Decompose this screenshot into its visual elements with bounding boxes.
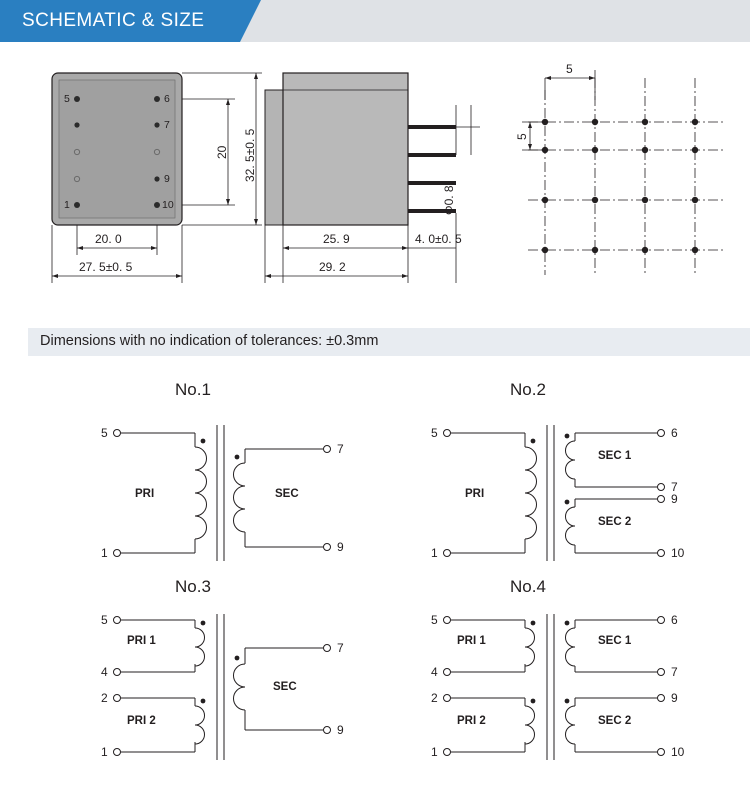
dim-footprint-v-pitch: 5 (515, 133, 529, 140)
schematic-no4-pri1-label: PRI 1 (457, 635, 486, 647)
schematic-no4-pin-4: 4 (431, 665, 438, 679)
schematic-no3-pin-9: 9 (337, 723, 344, 737)
front-view-drawing (30, 55, 290, 300)
footprint-drawing (510, 60, 740, 285)
front-pin-label-1: 1 (64, 199, 70, 211)
dim-footprint-h-pitch: 5 (566, 62, 573, 76)
schematic-no2-pri-label: PRI (465, 488, 485, 500)
header-banner (0, 0, 750, 42)
schematic-no3-pin-7: 7 (337, 641, 344, 655)
schematic-no2-sec2-label: SEC 2 (598, 516, 632, 528)
dim-inner-width: 20. 0 (95, 232, 122, 246)
schematic-no2-title: No.2 (510, 380, 546, 399)
schematic-no2-sec1-label: SEC 1 (598, 450, 632, 462)
dim-pin-length: 4. 0±0. 5 (415, 232, 462, 246)
page-title: SCHEMATIC & SIZE (22, 10, 205, 31)
schematic-no2-pin-5: 5 (431, 426, 438, 440)
schematic-no3-pin-2: 2 (101, 691, 108, 705)
front-pin-label-10: 10 (162, 199, 174, 211)
schematic-no4-pin-10: 10 (671, 745, 685, 759)
dim-outer-height: 32. 5±0. 5 (243, 128, 257, 182)
schematic-no1-pin-5: 5 (101, 426, 108, 440)
schematic-no1 (55, 375, 375, 570)
dim-outer-width: 27. 5±0. 5 (79, 260, 133, 274)
schematic-no1-pin-7: 7 (337, 442, 344, 456)
schematic-no3-pin-5: 5 (101, 613, 108, 627)
schematic-no4-pin-2: 2 (431, 691, 438, 705)
schematic-no2 (385, 375, 715, 570)
schematic-no3-pri2-label: PRI 2 (127, 715, 156, 727)
side-view-drawing (255, 55, 500, 300)
schematic-no1-pri-label: PRI (135, 488, 155, 500)
schematic-no4-pin-5: 5 (431, 613, 438, 627)
schematic-no3-pin-4: 4 (101, 665, 108, 679)
header-banner-grey (250, 0, 750, 42)
schematic-no3-pri1-label: PRI 1 (127, 635, 156, 647)
schematic-no4-pin-6: 6 (671, 613, 678, 627)
dim-body-width: 25. 9 (323, 232, 350, 246)
schematic-no2-pin-7: 7 (671, 480, 678, 494)
schematic-no4-pin-1: 1 (431, 745, 438, 759)
tolerance-note: Dimensions with no indication of tolerances: ±0.3mm (40, 333, 379, 349)
schematic-no4-sec2-label: SEC 2 (598, 715, 632, 727)
schematic-no4-pri2-label: PRI 2 (457, 715, 486, 727)
front-pin-label-9: 9 (164, 173, 170, 185)
schematic-no4-sec1-label: SEC 1 (598, 635, 632, 647)
schematic-no2-pin-6: 6 (671, 426, 678, 440)
schematic-no4 (385, 572, 715, 772)
front-pin-label-6: 6 (164, 93, 170, 105)
dim-pin-diameter: Φ0. 8 (442, 185, 456, 215)
schematic-no1-pin-1: 1 (101, 546, 108, 560)
dim-inner-height: 20 (215, 145, 229, 159)
schematic-no1-pin-9: 9 (337, 540, 344, 554)
front-pin-label-5: 5 (64, 93, 70, 105)
schematic-no3 (55, 572, 375, 772)
schematic-no4-title: No.4 (510, 577, 546, 596)
schematic-no4-pin-7: 7 (671, 665, 678, 679)
schematic-no1-title: No.1 (175, 380, 211, 399)
schematic-no3-pin-1: 1 (101, 745, 108, 759)
schematic-no2-pin-1: 1 (431, 546, 438, 560)
schematic-no2-pin-9: 9 (671, 492, 678, 506)
schematic-no4-pin-9: 9 (671, 691, 678, 705)
schematic-no1-sec-label: SEC (275, 488, 299, 500)
dim-total-width: 29. 2 (319, 260, 346, 274)
front-pin-label-7: 7 (164, 119, 170, 131)
schematic-no3-title: No.3 (175, 577, 211, 596)
schematic-no2-pin-10: 10 (671, 546, 685, 560)
schematic-no3-sec-label: SEC (273, 681, 297, 693)
